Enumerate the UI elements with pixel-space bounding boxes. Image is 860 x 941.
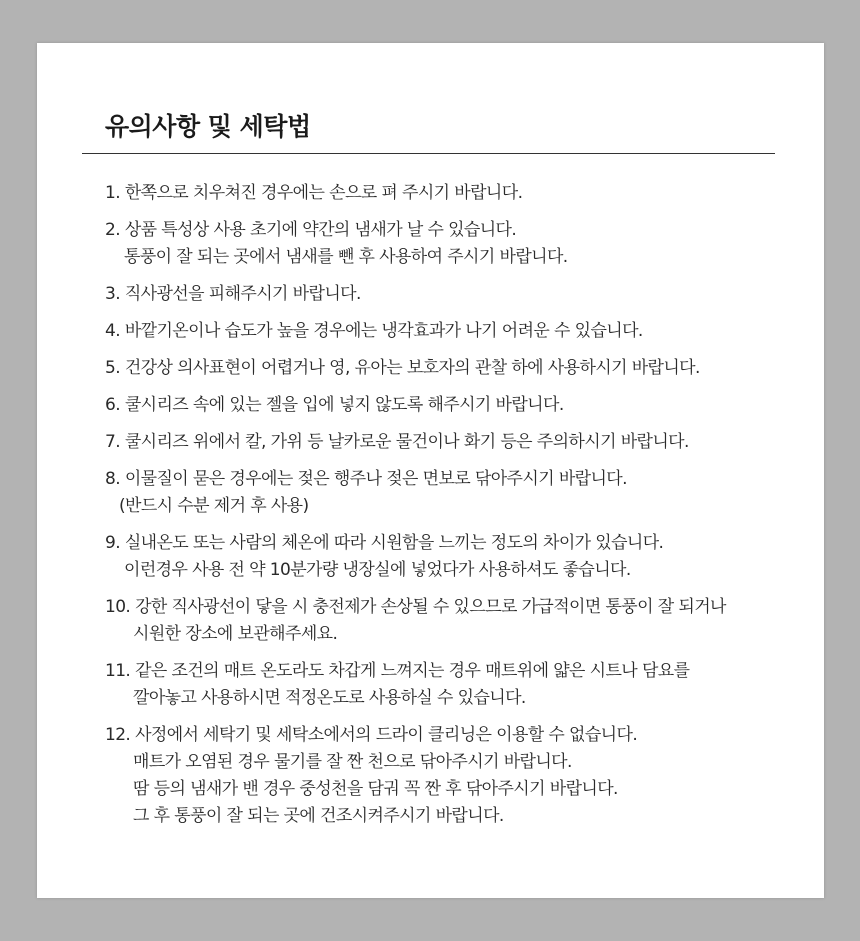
item-text: 사정에서 세탁기 및 세탁소에서의 드라이 클리닝은 이용할 수 없습니다. bbox=[135, 725, 638, 745]
list-item-11 bbox=[105, 658, 785, 712]
page-title: 유의사항 및 세탁법 bbox=[105, 112, 311, 141]
item-text: 이물질이 묻은 경우에는 젖은 행주나 젖은 면보로 닦아주시기 바랍니다. bbox=[124, 469, 627, 489]
item-text: 같은 조건의 매트 온도라도 차갑게 느껴지는 경우 매트위에 얇은 시트나 담요를 bbox=[135, 661, 690, 681]
item-number: 10. bbox=[105, 597, 131, 617]
title-divider bbox=[82, 153, 775, 154]
list-item-2 bbox=[105, 217, 785, 271]
item-text-continuation: 깔아놓고 사용하시면 적정온도로 사용하실 수 있습니다. bbox=[133, 688, 526, 708]
item-text: 쿨시리즈 속에 있는 젤을 입에 넣지 않도록 해주시기 바랍니다. bbox=[124, 395, 564, 415]
item-text: 건강상 의사표현이 어렵거나 영, 유아는 보호자의 관찰 하에 사용하시기 바랍니다. bbox=[124, 358, 700, 378]
list-item-5 bbox=[105, 355, 785, 382]
item-number: 2. bbox=[105, 220, 121, 240]
list-item-3 bbox=[105, 281, 785, 308]
item-text: 상품 특성상 사용 초기에 약간의 냄새가 날 수 있습니다. bbox=[124, 220, 517, 240]
list-item-6 bbox=[105, 392, 785, 419]
item-number: 6. bbox=[105, 395, 121, 415]
item-text: 직사광선을 피해주시기 바랍니다. bbox=[124, 284, 361, 304]
item-text-continuation: 땀 등의 냄새가 밴 경우 중성천을 담궈 꼭 짠 후 닦아주시기 바랍니다. bbox=[133, 779, 618, 799]
item-text-continuation: 시원한 장소에 보관해주세요. bbox=[133, 624, 338, 644]
list-item-12 bbox=[105, 722, 785, 830]
item-number: 3. bbox=[105, 284, 121, 304]
item-number: 8. bbox=[105, 469, 121, 489]
item-number: 1. bbox=[105, 183, 121, 203]
item-number: 9. bbox=[105, 533, 121, 553]
item-text: 쿨시리즈 위에서 칼, 가위 등 날카로운 물건이나 화기 등은 주의하시기 바랍니다. bbox=[124, 432, 689, 452]
item-text: 실내온도 또는 사람의 체온에 따라 시원함을 느끼는 정도의 차이가 있습니다. bbox=[124, 533, 664, 553]
item-number: 5. bbox=[105, 358, 121, 378]
item-text-continuation: 그 후 통풍이 잘 되는 곳에 건조시켜주시기 바랍니다. bbox=[133, 806, 504, 826]
list-item-1 bbox=[105, 180, 785, 207]
item-text: 강한 직사광선이 닿을 시 충전제가 손상될 수 있으므로 가급적이면 통풍이 잘 되거나 bbox=[135, 597, 726, 617]
item-number: 11. bbox=[105, 661, 131, 681]
item-number: 7. bbox=[105, 432, 121, 452]
item-text: 한쪽으로 치우쳐진 경우에는 손으로 펴 주시기 바랍니다. bbox=[124, 183, 523, 203]
notice-card bbox=[37, 43, 824, 898]
list-item-8 bbox=[105, 466, 785, 520]
caution-list bbox=[105, 180, 785, 840]
list-item-10 bbox=[105, 594, 785, 648]
item-number: 12. bbox=[105, 725, 131, 745]
list-item-4 bbox=[105, 318, 785, 345]
item-text-continuation: 이런경우 사용 전 약 10분가량 냉장실에 넣었다가 사용하셔도 좋습니다. bbox=[124, 560, 631, 580]
list-item-7 bbox=[105, 429, 785, 456]
item-text-continuation: (반드시 수분 제거 후 사용) bbox=[119, 496, 309, 516]
item-text-continuation: 매트가 오염된 경우 물기를 잘 짠 천으로 닦아주시기 바랍니다. bbox=[133, 752, 572, 772]
item-number: 4. bbox=[105, 321, 121, 341]
list-item-9 bbox=[105, 530, 785, 584]
item-text: 바깥기온이나 습도가 높을 경우에는 냉각효과가 나기 어려운 수 있습니다. bbox=[124, 321, 643, 341]
item-text-continuation: 통풍이 잘 되는 곳에서 냄새를 뺀 후 사용하여 주시기 바랍니다. bbox=[124, 247, 568, 267]
